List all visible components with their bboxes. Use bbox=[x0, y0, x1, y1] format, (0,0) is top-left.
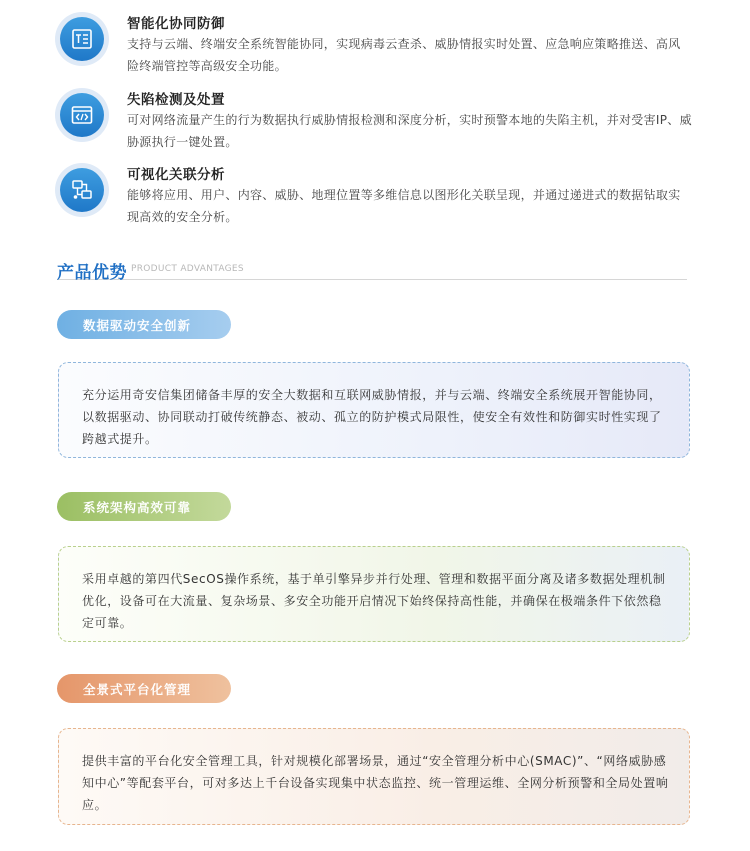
feature-item-collaborative-defense bbox=[55, 12, 695, 72]
feature-item-compromise-detection bbox=[55, 88, 695, 148]
feature-title: 智能化协同防御 bbox=[127, 16, 225, 32]
advantage-text: 采用卓越的第四代SecOS操作系统，基于单引擎异步并行处理、管理和数据平面分离及诸多数据处理机制优化，设备可在大流量、复杂场景、多安全功能开启情况下始终保持高性能，并确保在极端条件下依然稳定可靠。 bbox=[82, 572, 666, 630]
code-window-icon bbox=[71, 104, 93, 126]
advantage-card-platform-management bbox=[58, 728, 690, 825]
network-devices-icon bbox=[71, 179, 93, 201]
section-subtitle: PRODUCT ADVANTAGES bbox=[131, 264, 244, 274]
advantage-text: 提供丰富的平台化安全管理工具，针对规模化部署场景，通过“安全管理分析中心(SMAC)”、“网络威胁感知中心”等配套平台，可对多达上千台设备实现集中状态监控、统一管理运维、全网分析预警和全局处置响应。 bbox=[82, 754, 669, 812]
feature-title: 可视化关联分析 bbox=[127, 167, 225, 183]
advantage-text: 充分运用奇安信集团储备丰厚的安全大数据和互联网威胁情报，并与云端、终端安全系统展开智能协同，以数据驱动、协同联动打破传统静态、被动、孤立的防护模式局限性，使安全有效性和防御实时性实现了跨越式提升。 bbox=[82, 388, 662, 446]
feature-title: 失陷检测及处置 bbox=[127, 92, 225, 108]
feature-description: 能够将应用、用户、内容、威胁、地理位置等多维信息以图形化关联呈现，并通过递进式的数据钻取实现高效的安全分析。 bbox=[127, 188, 681, 224]
feature-icon-badge bbox=[55, 12, 109, 66]
advantage-card-architecture bbox=[58, 546, 690, 642]
advantage-pill-architecture: 系统架构高效可靠 bbox=[57, 492, 231, 521]
feature-description: 支持与云端、终端安全系统智能协同，实现病毒云查杀、威胁情报实时处置、应急响应策略推送、高风险终端管控等高级安全功能。 bbox=[127, 37, 681, 73]
section-title: 产品优势 bbox=[57, 263, 127, 283]
feature-description: 可对网络流量产生的行为数据执行威胁情报检测和深度分析，实时预警本地的失陷主机，并对受害IP、威胁源执行一键处置。 bbox=[127, 113, 692, 149]
feature-icon-badge bbox=[55, 88, 109, 142]
document-text-icon bbox=[71, 28, 93, 50]
section-header-product-advantages bbox=[57, 258, 687, 283]
feature-item-visual-correlation bbox=[55, 163, 695, 223]
advantage-pill-platform-management: 全景式平台化管理 bbox=[57, 674, 231, 703]
advantage-card-data-driven bbox=[58, 362, 690, 458]
feature-icon-badge bbox=[55, 163, 109, 217]
advantage-pill-data-driven: 数据驱动安全创新 bbox=[57, 310, 231, 339]
